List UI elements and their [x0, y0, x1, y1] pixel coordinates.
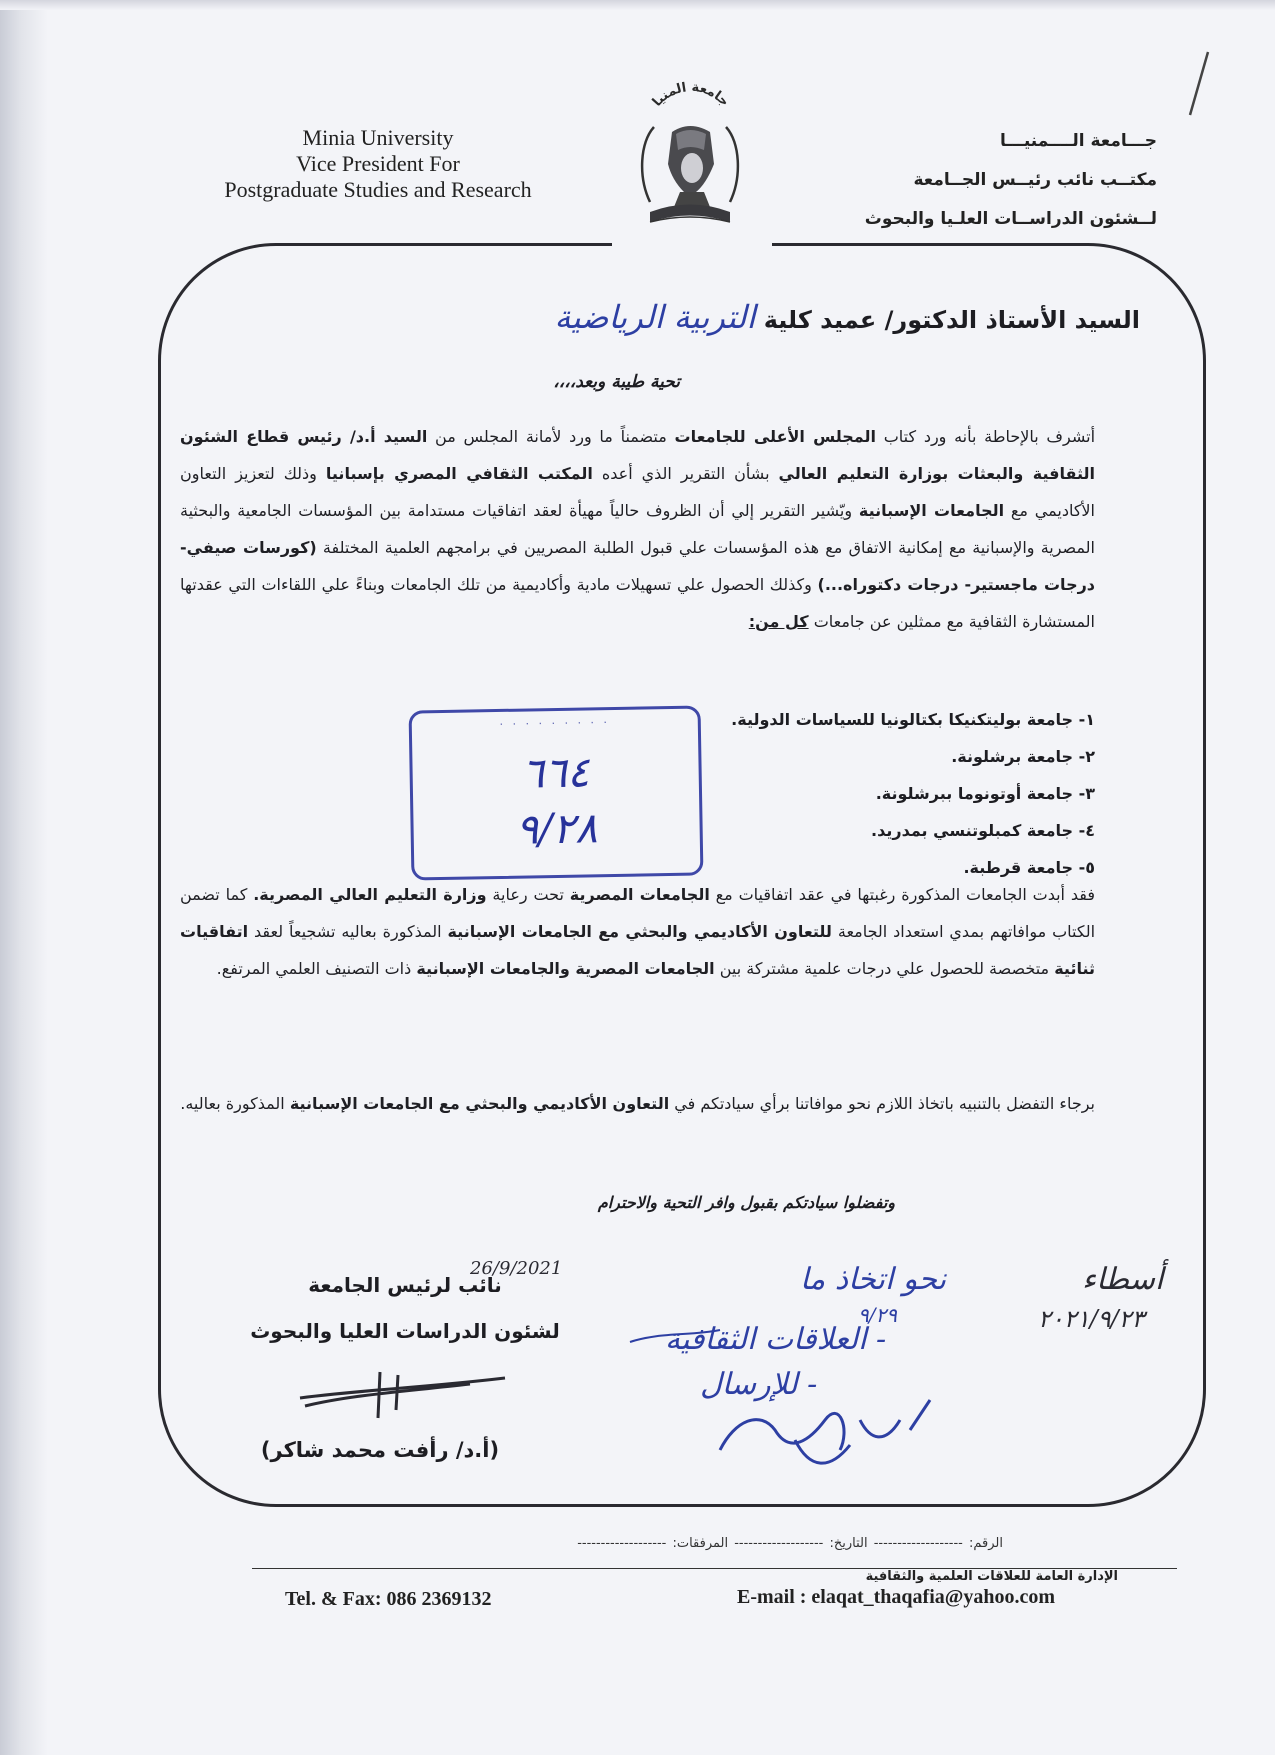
logo-arabic: جامعة المنيا [649, 79, 732, 110]
p2-text-2: تحت رعاية [492, 885, 564, 904]
scan-edge [0, 0, 48, 1755]
p3-text-2: المذكورة بعاليه. [180, 1094, 285, 1113]
header-english [198, 125, 558, 203]
signer-title-line-1: نائب لرئيس الجامعة [308, 1273, 502, 1297]
footer-tel: Tel. & Fax: 086 2369132 [285, 1588, 492, 1610]
handwritten-note-4: - للإرسال [700, 1367, 818, 1402]
p1-text-3: بشأن التقرير الذي أعده [601, 464, 770, 483]
p2-text-1: فقد أبدت الجامعات المذكورة رغبتها في عقد اتفاقيات مع [715, 885, 1095, 904]
header-arabic [817, 122, 1157, 239]
footer-email: E-mail : elaqat_thaqafia@yahoo.com [737, 1586, 1056, 1608]
closing-line: وتفضلوا سيادتكم بقبول وافر التحية والاحترام [597, 1193, 895, 1212]
p2-text-3: كما تضمن الكتاب موافاتهم بمدي استعداد الجامعة [180, 885, 1096, 941]
greeting: تحية طيبة وبعد،،،، [553, 372, 680, 392]
list-item: ٤- جامعة كمبلوتنسي بمدريد. [871, 821, 1095, 840]
paragraph-3 [180, 1085, 1095, 1122]
handwritten-note-1: أسطاء [1082, 1262, 1164, 1297]
p1-bold-6: كل من: [748, 612, 809, 631]
handwritten-note-2: نحو اتخاذ ما [800, 1262, 947, 1297]
p2-text-5: متخصصة للحصول علي درجات علمية مشتركة بين [719, 959, 1050, 978]
p3-bold-1: التعاون الأكاديمي والبحثي مع الجامعات الإسبانية [289, 1094, 670, 1113]
stamp-border-text: · · · · · · · · · [499, 716, 611, 731]
scan-edge-top [0, 0, 1275, 10]
svg-text:جامعة المنيا [650, 80, 732, 110]
list-item: ١- جامعة بوليتكنيكا بكتالونيا للسياسات الدولية. [731, 710, 1095, 729]
p2-bold-3: للتعاون الأكاديمي والبحثي مع الجامعات الإسبانية [447, 922, 832, 941]
handwritten-note-3: - العلاقات الثقافية [665, 1322, 887, 1357]
list-item: ٢- جامعة برشلونة. [951, 747, 1095, 766]
p2-bold-2: وزارة التعليم العالي المصرية. [253, 885, 487, 904]
p1-bold-1: المجلس الأعلى للجامعات [674, 427, 876, 446]
header-ar-line-1: جـــامعة الــــمنيـــا [1000, 131, 1157, 151]
p1-bold-3: المكتب الثقافي المصري بإسبانيا [325, 464, 593, 483]
p1-text-2: متضمناً ما ورد لأمانة المجلس من [435, 427, 667, 446]
p2-text-4: المذكورة بعاليه تشجيعاً لعقد [254, 922, 442, 941]
footer-department: الإدارة العامة للعلاقات العلمية والثقافية [865, 1569, 1118, 1584]
p1-text-1: أتشرف بالإحاطة بأنه ورد كتاب [883, 427, 1096, 446]
list-item: ٥- جامعة قرطبة. [963, 858, 1095, 877]
footer-reference-line: الرقم: ------------------- التاريخ: ------------------- المرفقات: ------------------- [577, 1536, 1003, 1551]
frame-gap [612, 236, 772, 250]
p1-bold-4: الجامعات الإسبانية [858, 501, 1005, 520]
margin-stroke [1190, 52, 1208, 115]
p2-text-6: ذات التصنيف العلمي المرتفع. [216, 959, 412, 978]
signer-name: (أ.د/ رأفت محمد شاكر) [260, 1438, 500, 1462]
stamp-number: ٦٦٤ [521, 747, 590, 798]
header-en-line-1: Minia University [302, 125, 454, 150]
handwritten-note-date: ٢٠٢١/٩/٢٣ [1038, 1305, 1145, 1333]
incoming-stamp [409, 705, 704, 880]
p3-text-1: برجاء التفضل بالتنبيه باتخاذ اللازم نحو موافاتنا برأي سيادتكم في [674, 1094, 1095, 1113]
signer-title-line-2: لشئون الدراسات العليا والبحوث [250, 1319, 560, 1343]
header-en-line-2: Vice President For [296, 151, 460, 176]
list-item: ٣- جامعة أوتونوما ببرشلونة. [875, 784, 1095, 803]
p1-bold-5: (كورسات صيفي- درجات ماجستير- درجات دكتوراه...) [180, 538, 1096, 594]
handwritten-signature-date: 26/9/2021 [470, 1258, 563, 1279]
p2-bold-1: الجامعات المصرية [569, 885, 710, 904]
header-en-line-3: Postgraduate Studies and Research [224, 177, 532, 202]
p1-bold-2: السيد أ.د/ رئيس قطاع الشئون الثقافية والبعثات بوزارة التعليم العالي [180, 427, 1095, 483]
salutation-text: السيد الأستاذ الدكتور/ عميد كلية [763, 306, 1140, 334]
salutation [420, 298, 1140, 336]
salutation-handwritten: التربية الرياضية [554, 298, 756, 336]
p1-text-4: وذلك لتعزيز التعاون الأكاديمي مع [180, 464, 1096, 520]
stamp-date: ٩/٢٨ [515, 803, 598, 854]
header-ar-line-3: لــشئون الدراســات العلـيا والبحوث [864, 209, 1157, 229]
p1-text-6: وكذلك الحصول علي تسهيلات مادية وأكاديمية من تلك الجامعات وبناءً علي اللقاءات التي عقدتها المستشارة الثقافية مع ممثلين عن جامعات [180, 575, 1095, 631]
paragraph-2 [180, 876, 1095, 987]
university-logo [610, 72, 770, 262]
handwritten-note-date-2: ٩/٢٩ [858, 1303, 897, 1327]
p1-text-5: ويّشير التقرير إلي أن الظروف حالياً مهيأة لعقد اتفاقيات مستدامة بين المؤسسات الجامعية والبحثية المصرية والإسبانية مع إمكانية الاتفاق مع هذه المؤسسات علي قبول الطلبة المصريين في برامجهم العلمية المختلفة [180, 501, 1095, 557]
header-ar-line-2: مكتــب نائب رئيــس الجــامعة [913, 170, 1157, 190]
paragraph-1 [180, 418, 1095, 640]
p2-bold-5: الجامعات المصرية والجامعات الإسبانية [416, 959, 715, 978]
p2-bold-4: اتفاقيات ثنائية [180, 922, 1095, 978]
